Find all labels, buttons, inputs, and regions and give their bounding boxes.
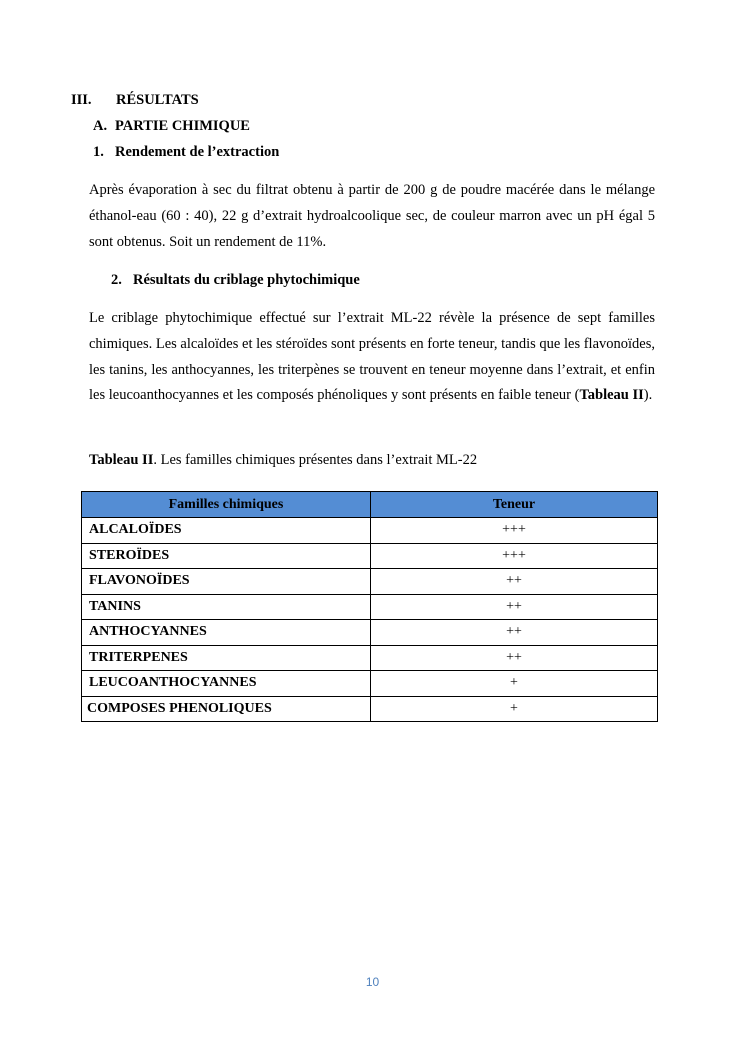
- famille-cell: TANINS: [82, 594, 371, 620]
- teneur-cell: +: [371, 671, 658, 697]
- heading-criblage-number: 2.: [111, 272, 122, 288]
- teneur-cell: +: [371, 696, 658, 722]
- section-number: III.: [71, 92, 92, 108]
- paragraph-criblage: [89, 306, 655, 409]
- table-row: [82, 645, 658, 671]
- teneur-cell: ++: [371, 594, 658, 620]
- table-row: [82, 569, 658, 595]
- famille-cell: COMPOSES PHENOLIQUES: [82, 696, 371, 722]
- famille-cell: ANTHOCYANNES: [82, 620, 371, 646]
- teneur-cell: ++: [371, 620, 658, 646]
- header-teneur: Teneur: [371, 492, 658, 518]
- subsection-heading: [93, 118, 250, 135]
- teneur-cell: +++: [371, 543, 658, 569]
- heading-rendement-title: Rendement de l’extraction: [115, 144, 280, 160]
- table-row: [82, 620, 658, 646]
- famille-cell: ALCALOÏDES: [82, 518, 371, 544]
- paragraph-criblage-text: Le criblage phytochimique effectué sur l’extrait ML-22 révèle la présence de sept familles chimiques. Les alcaloïdes et les stéroïdes sont présents en forte teneur, tandis que les flavonoïdes, les tanins, les anthocyannes, les triterpènes se trouvent en teneur moyenne dans l’extrait, et enfin les leucoanthocyannes et les composés phénoliques y sont présents en faible teneur (: [89, 310, 655, 404]
- heading-rendement: [93, 144, 279, 161]
- paragraph-rendement: Après évaporation à sec du filtrat obtenu à partir de 200 g de poudre macérée dans le mélange éthanol-eau (60 : 40), 22 g d’extrait hydroalcoolique sec, de couleur marron avec un pH égal 5 sont obtenus. Soit un rendement de 11%.: [89, 182, 655, 250]
- heading-criblage: [111, 272, 360, 289]
- header-familles: Familles chimiques: [82, 492, 371, 518]
- chemical-families-table: [81, 491, 658, 722]
- section-title: RÉSULTATS: [116, 92, 199, 108]
- table-caption-label: Tableau II: [89, 452, 154, 468]
- famille-cell: FLAVONOÏDES: [82, 569, 371, 595]
- table-row: [82, 518, 658, 544]
- table-row: [82, 671, 658, 697]
- table-header-row: [82, 492, 658, 518]
- teneur-cell: +++: [371, 518, 658, 544]
- table-row: [82, 543, 658, 569]
- table-reference: Tableau II: [579, 387, 644, 404]
- heading-criblage-title: Résultats du criblage phytochimique: [133, 272, 360, 288]
- table-caption-text: . Les familles chimiques présentes dans l’extrait ML-22: [153, 452, 478, 468]
- subsection-number: A.: [93, 118, 108, 134]
- table-row: [82, 594, 658, 620]
- section-heading: [71, 92, 199, 109]
- teneur-cell: ++: [371, 645, 658, 671]
- famille-cell: STEROÏDES: [82, 543, 371, 569]
- famille-cell: TRITERPENES: [82, 645, 371, 671]
- page-number: 10: [365, 975, 380, 989]
- teneur-cell: ++: [371, 569, 658, 595]
- subsection-title: PARTIE CHIMIQUE: [115, 118, 250, 134]
- famille-cell: LEUCOANTHOCYANNES: [82, 671, 371, 697]
- table-row: [82, 696, 658, 722]
- heading-rendement-number: 1.: [93, 144, 104, 160]
- table-caption: [89, 452, 477, 469]
- paragraph-criblage-end: ).: [643, 387, 653, 404]
